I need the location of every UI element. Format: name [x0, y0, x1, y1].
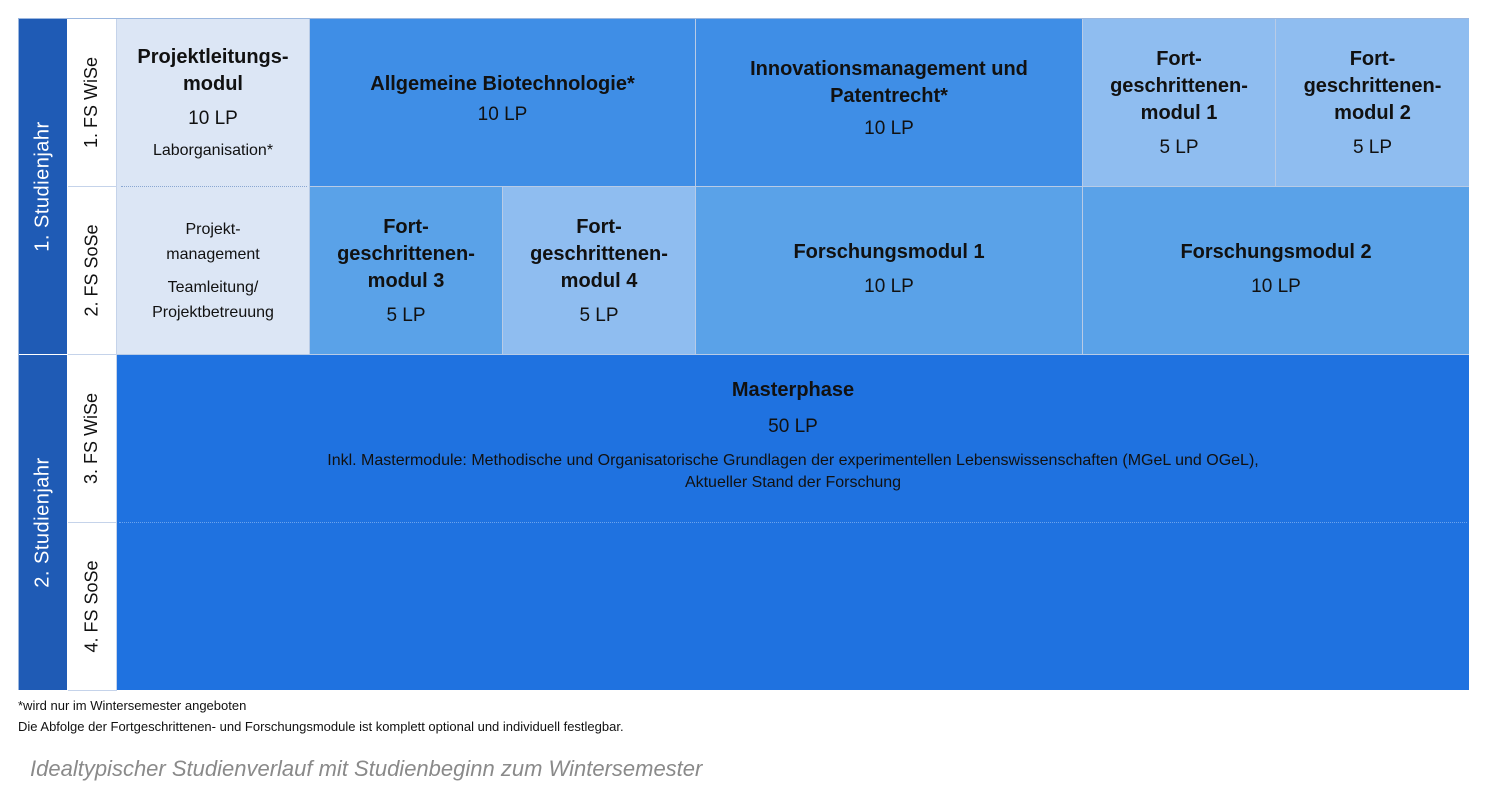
fort4-line-2: geschrittenen- [530, 243, 668, 265]
semester-2-text: 2. FS SoSe [81, 224, 102, 317]
fort4-lp: 5 LP [579, 305, 619, 326]
fort1-line-2: geschrittenen- [1110, 75, 1248, 97]
fort3-lp: 5 LP [386, 305, 426, 326]
fort1-lp: 5 LP [1159, 137, 1199, 158]
masterphase-lp: 50 LP [768, 416, 818, 437]
projektleitungsmodul-lp: 10 LP [188, 107, 238, 129]
semester-3-label [68, 355, 117, 523]
study-plan-grid [18, 18, 1469, 690]
semester-3-text: 3. FS WiSe [81, 392, 102, 485]
fort2-lp: 5 LP [1352, 137, 1393, 158]
projektleitungsmodul-title-2: modul [183, 72, 243, 95]
forschungsmodul-1-lp: 10 LP [864, 276, 914, 297]
projektmanagement-line-2: management [166, 245, 260, 263]
fortgeschrittenenmodul-2-cell [1276, 19, 1469, 187]
fortgeschrittenenmodul-3-cell [310, 187, 503, 355]
fortgeschrittenenmodul-1-cell [1083, 19, 1276, 187]
projektmanagement-line-4: Projektbetreuung [152, 303, 274, 321]
innovationsmanagement-title-1: Innovationsmanagement und [750, 58, 1028, 80]
semester-1-text: 1. FS WiSe [81, 56, 102, 149]
projektmanagement-cell [117, 187, 310, 355]
forschungsmodul-1-cell [696, 187, 1083, 355]
masterphase-divider [119, 522, 1467, 523]
semester-1-label [68, 19, 117, 187]
biotechnologie-cell [310, 19, 696, 187]
innovationsmanagement-cell [696, 19, 1083, 187]
fortgeschrittenenmodul-4-cell [503, 187, 696, 355]
masterphase-title: Masterphase [731, 379, 855, 401]
forschungsmodul-2-cell [1083, 187, 1469, 355]
fort2-line-2: geschrittenen- [1303, 75, 1442, 97]
year-1-text: 1. Studienjahr [31, 121, 54, 252]
forschungsmodul-1-title: Forschungsmodul 1 [793, 241, 985, 263]
semester-4-label [68, 523, 117, 691]
fort4-line-3: modul 4 [560, 270, 638, 292]
figure-caption: Idealtypischer Studienverlauf mit Studienbeginn zum Wintersemester [30, 756, 703, 781]
forschungsmodul-2-lp: 10 LP [1251, 276, 1301, 297]
fort2-line-1: Fort- [1349, 48, 1396, 70]
footnote-sequence: Die Abfolge der Fortgeschrittenen- und Forschungsmodule ist komplett optional und individuell festlegbar. [18, 719, 624, 734]
semester-2-label [68, 187, 117, 355]
fort3-line-1: Fort- [383, 216, 429, 238]
fort1-line-3: modul 1 [1140, 102, 1218, 124]
fort2-line-3: modul 2 [1334, 102, 1411, 124]
year-1-label [19, 19, 68, 355]
projektmanagement-line-3: Teamleitung/ [167, 278, 259, 296]
semester-4-text: 4. FS SoSe [81, 560, 102, 653]
forschungsmodul-2-title: Forschungsmodul 2 [1180, 241, 1372, 263]
projektmanagement-line-1: Projekt- [185, 220, 241, 238]
year-2-label [19, 355, 68, 691]
fort3-line-3: modul 3 [367, 270, 445, 292]
footnote-winter: *wird nur im Wintersemester angeboten [18, 698, 247, 713]
fort4-line-1: Fort- [576, 216, 622, 238]
masterphase-note-1: Inkl. Mastermodule: Methodische und Organisatorische Grundlagen der experimentellen Lebenswissenschaften (MGeL und OGeL), [327, 452, 1259, 469]
fort3-line-2: geschrittenen- [337, 243, 475, 265]
biotechnologie-title: Allgemeine Biotechnologie* [370, 73, 635, 95]
innovationsmanagement-title-2: Patentrecht* [830, 85, 948, 107]
biotechnologie-lp: 10 LP [477, 104, 528, 125]
masterphase-note-2: Aktueller Stand der Forschung [684, 474, 902, 491]
fort1-line-1: Fort- [1156, 48, 1202, 70]
projektleitungsmodul-title-1: Projektleitungs- [137, 45, 289, 68]
year-2-text: 2. Studienjahr [31, 457, 54, 588]
projektleitungsmodul-cell [117, 19, 310, 187]
innovationsmanagement-lp: 10 LP [864, 118, 914, 139]
projektleitungsmodul-sub: Laborganisation* [152, 141, 274, 159]
